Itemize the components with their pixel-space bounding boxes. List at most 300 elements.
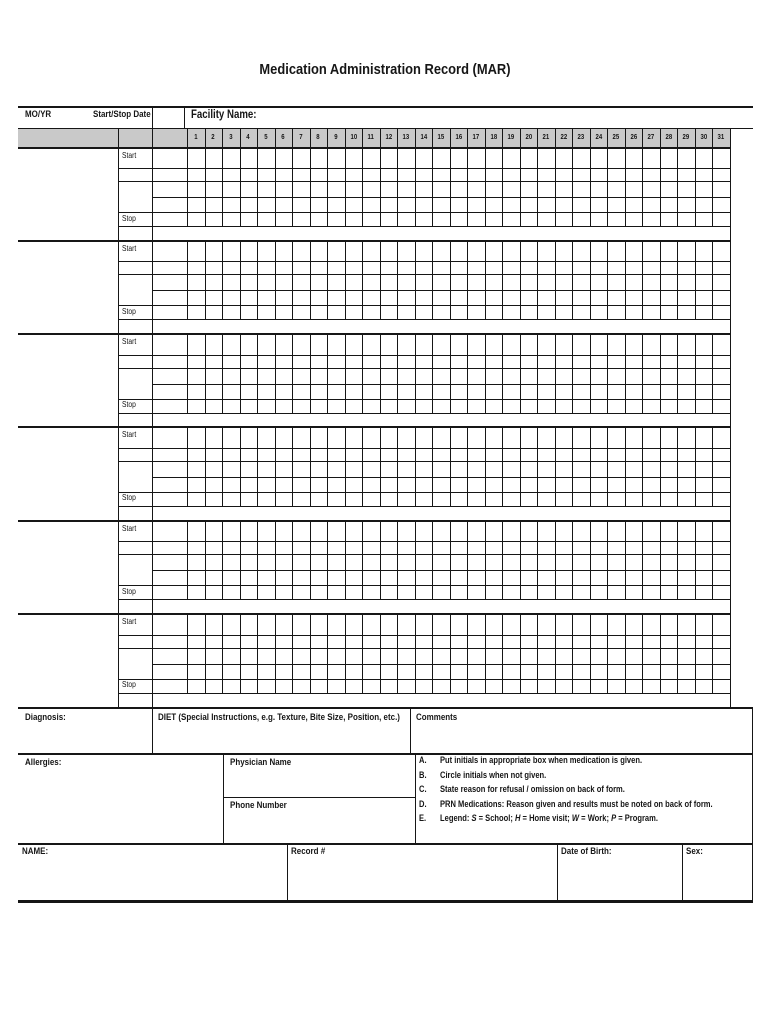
day-cell[interactable] [468, 335, 484, 354]
day-cell[interactable] [293, 665, 309, 678]
day-cell[interactable] [311, 400, 327, 412]
day-cell[interactable] [398, 636, 414, 647]
day-cell[interactable] [276, 385, 292, 398]
day-cell[interactable] [328, 665, 344, 678]
day-cell[interactable] [451, 385, 467, 398]
day-cell[interactable] [713, 306, 729, 318]
day-cell[interactable] [276, 665, 292, 678]
day-cell[interactable] [346, 649, 362, 663]
day-cell[interactable] [433, 262, 449, 273]
hour-cell[interactable] [153, 149, 186, 168]
day-cell[interactable] [468, 262, 484, 273]
hour-cell[interactable] [153, 369, 186, 383]
day-cell[interactable] [556, 169, 572, 180]
day-cell[interactable] [311, 306, 327, 318]
day-cell[interactable] [188, 555, 204, 569]
day-cell[interactable] [363, 449, 379, 460]
day-cell[interactable] [381, 306, 397, 318]
day-cell[interactable] [573, 542, 589, 553]
day-cell[interactable] [468, 478, 484, 491]
day-cell[interactable] [416, 291, 432, 304]
day-cell[interactable] [416, 555, 432, 569]
day-cell[interactable] [556, 428, 572, 447]
day-cell[interactable] [433, 369, 449, 383]
day-cell[interactable] [346, 262, 362, 273]
day-cell[interactable] [643, 213, 659, 225]
hour-cell[interactable] [153, 291, 186, 304]
day-cell[interactable] [276, 571, 292, 584]
day-cell[interactable] [451, 636, 467, 647]
day-cell[interactable] [328, 428, 344, 447]
day-cell[interactable] [223, 242, 239, 261]
day-cell[interactable] [328, 356, 344, 367]
day-cell[interactable] [696, 291, 712, 304]
day-cell[interactable] [678, 198, 694, 211]
day-cell[interactable] [556, 478, 572, 491]
day-cell[interactable] [643, 449, 659, 460]
day-cell[interactable] [223, 586, 239, 598]
day-cell[interactable] [416, 586, 432, 598]
day-cell[interactable] [538, 182, 554, 196]
day-cell[interactable] [573, 242, 589, 261]
day-cell[interactable] [188, 462, 204, 476]
day-cell[interactable] [556, 636, 572, 647]
day-cell[interactable] [363, 275, 379, 289]
day-cell[interactable] [573, 478, 589, 491]
day-cell[interactable] [521, 522, 537, 541]
day-cell[interactable] [521, 649, 537, 663]
day-cell[interactable] [363, 636, 379, 647]
day-cell[interactable] [241, 262, 257, 273]
day-cell[interactable] [241, 213, 257, 225]
day-cell[interactable] [661, 542, 677, 553]
day-cell[interactable] [678, 335, 694, 354]
day-cell[interactable] [521, 586, 537, 598]
day-cell[interactable] [643, 291, 659, 304]
day-cell[interactable] [293, 522, 309, 541]
day-cell[interactable] [643, 369, 659, 383]
day-cell[interactable] [678, 275, 694, 289]
day-cell[interactable] [643, 182, 659, 196]
day-cell[interactable] [696, 649, 712, 663]
day-cell[interactable] [556, 242, 572, 261]
day-cell[interactable] [626, 649, 642, 663]
day-cell[interactable] [538, 242, 554, 261]
day-cell[interactable] [293, 400, 309, 412]
day-cell[interactable] [556, 571, 572, 584]
day-cell[interactable] [608, 636, 624, 647]
day-cell[interactable] [276, 400, 292, 412]
day-cell[interactable] [363, 213, 379, 225]
day-cell[interactable] [538, 649, 554, 663]
day-cell[interactable] [643, 400, 659, 412]
day-cell[interactable] [363, 522, 379, 541]
day-cell[interactable] [713, 149, 729, 168]
day-cell[interactable] [311, 169, 327, 180]
day-cell[interactable] [661, 385, 677, 398]
day-cell[interactable] [258, 680, 274, 692]
day-cell[interactable] [258, 649, 274, 663]
day-cell[interactable] [258, 555, 274, 569]
day-cell[interactable] [363, 680, 379, 692]
day-cell[interactable] [503, 335, 519, 354]
day-cell[interactable] [276, 462, 292, 476]
day-cell[interactable] [538, 291, 554, 304]
day-cell[interactable] [696, 478, 712, 491]
hour-cell[interactable] [153, 400, 186, 412]
day-cell[interactable] [608, 262, 624, 273]
day-cell[interactable] [713, 356, 729, 367]
day-cell[interactable] [486, 335, 502, 354]
day-cell[interactable] [258, 335, 274, 354]
day-cell[interactable] [433, 615, 449, 634]
day-cell[interactable] [276, 306, 292, 318]
day-cell[interactable] [381, 493, 397, 505]
time-cell[interactable] [119, 636, 151, 647]
day-cell[interactable] [468, 149, 484, 168]
day-cell[interactable] [346, 400, 362, 412]
day-cell[interactable] [206, 649, 222, 663]
day-cell[interactable] [328, 369, 344, 383]
day-cell[interactable] [381, 665, 397, 678]
day-cell[interactable] [293, 493, 309, 505]
day-cell[interactable] [258, 385, 274, 398]
day-cell[interactable] [591, 571, 607, 584]
day-cell[interactable] [241, 680, 257, 692]
day-cell[interactable] [573, 213, 589, 225]
time-cell[interactable] [119, 275, 151, 304]
day-cell[interactable] [258, 169, 274, 180]
day-cell[interactable] [713, 555, 729, 569]
day-cell[interactable] [608, 242, 624, 261]
day-cell[interactable] [398, 306, 414, 318]
hour-cell[interactable] [153, 665, 186, 678]
day-cell[interactable] [591, 555, 607, 569]
day-cell[interactable] [433, 522, 449, 541]
day-cell[interactable] [713, 478, 729, 491]
day-cell[interactable] [556, 291, 572, 304]
day-cell[interactable] [206, 369, 222, 383]
hour-cell[interactable] [153, 182, 186, 196]
day-cell[interactable] [661, 213, 677, 225]
day-cell[interactable] [608, 493, 624, 505]
day-cell[interactable] [696, 356, 712, 367]
day-cell[interactable] [188, 493, 204, 505]
day-cell[interactable] [328, 169, 344, 180]
day-cell[interactable] [241, 462, 257, 476]
day-cell[interactable] [538, 369, 554, 383]
day-cell[interactable] [521, 555, 537, 569]
day-cell[interactable] [661, 291, 677, 304]
hour-cell[interactable] [153, 262, 186, 273]
day-cell[interactable] [328, 400, 344, 412]
day-cell[interactable] [503, 182, 519, 196]
time-cell[interactable] [119, 649, 151, 678]
day-cell[interactable] [293, 169, 309, 180]
day-cell[interactable] [573, 493, 589, 505]
day-cell[interactable] [486, 555, 502, 569]
day-cell[interactable] [626, 555, 642, 569]
day-cell[interactable] [381, 449, 397, 460]
hour-cell[interactable] [153, 586, 186, 598]
day-cell[interactable] [591, 400, 607, 412]
day-cell[interactable] [521, 542, 537, 553]
day-cell[interactable] [591, 615, 607, 634]
day-cell[interactable] [643, 615, 659, 634]
day-cell[interactable] [241, 198, 257, 211]
day-cell[interactable] [678, 493, 694, 505]
day-cell[interactable] [276, 198, 292, 211]
day-cell[interactable] [573, 400, 589, 412]
day-cell[interactable] [381, 291, 397, 304]
day-cell[interactable] [346, 275, 362, 289]
day-cell[interactable] [521, 291, 537, 304]
day-cell[interactable] [206, 400, 222, 412]
day-cell[interactable] [608, 356, 624, 367]
day-cell[interactable] [328, 636, 344, 647]
day-cell[interactable] [311, 571, 327, 584]
day-cell[interactable] [346, 369, 362, 383]
day-cell[interactable] [626, 636, 642, 647]
day-cell[interactable] [258, 306, 274, 318]
day-cell[interactable] [486, 275, 502, 289]
day-cell[interactable] [258, 462, 274, 476]
day-cell[interactable] [311, 478, 327, 491]
day-cell[interactable] [363, 335, 379, 354]
day-cell[interactable] [678, 555, 694, 569]
day-cell[interactable] [486, 571, 502, 584]
day-cell[interactable] [223, 213, 239, 225]
day-cell[interactable] [241, 149, 257, 168]
day-cell[interactable] [206, 522, 222, 541]
day-cell[interactable] [696, 275, 712, 289]
day-cell[interactable] [696, 400, 712, 412]
day-cell[interactable] [293, 680, 309, 692]
day-cell[interactable] [608, 680, 624, 692]
day-cell[interactable] [416, 636, 432, 647]
day-cell[interactable] [381, 149, 397, 168]
day-cell[interactable] [538, 493, 554, 505]
day-cell[interactable] [556, 522, 572, 541]
day-cell[interactable] [293, 636, 309, 647]
hour-cell[interactable] [153, 680, 186, 692]
day-cell[interactable] [573, 385, 589, 398]
day-cell[interactable] [188, 542, 204, 553]
day-cell[interactable] [276, 149, 292, 168]
day-cell[interactable] [346, 291, 362, 304]
day-cell[interactable] [713, 449, 729, 460]
day-cell[interactable] [258, 615, 274, 634]
day-cell[interactable] [416, 449, 432, 460]
day-cell[interactable] [696, 335, 712, 354]
day-cell[interactable] [643, 356, 659, 367]
day-cell[interactable] [626, 356, 642, 367]
day-cell[interactable] [643, 680, 659, 692]
day-cell[interactable] [591, 262, 607, 273]
day-cell[interactable] [398, 449, 414, 460]
day-cell[interactable] [311, 149, 327, 168]
day-cell[interactable] [206, 306, 222, 318]
day-cell[interactable] [416, 149, 432, 168]
time-cell[interactable] [119, 462, 151, 491]
day-cell[interactable] [433, 335, 449, 354]
day-cell[interactable] [328, 242, 344, 261]
day-cell[interactable] [346, 428, 362, 447]
day-cell[interactable] [678, 356, 694, 367]
day-cell[interactable] [643, 571, 659, 584]
day-cell[interactable] [661, 586, 677, 598]
day-cell[interactable] [241, 665, 257, 678]
day-cell[interactable] [626, 462, 642, 476]
day-cell[interactable] [538, 198, 554, 211]
day-cell[interactable] [591, 149, 607, 168]
day-cell[interactable] [643, 385, 659, 398]
medication-name-cell[interactable] [19, 149, 117, 240]
day-cell[interactable] [346, 182, 362, 196]
day-cell[interactable] [293, 555, 309, 569]
day-cell[interactable] [451, 449, 467, 460]
day-cell[interactable] [433, 586, 449, 598]
day-cell[interactable] [328, 555, 344, 569]
name-field[interactable] [19, 845, 286, 899]
day-cell[interactable] [573, 615, 589, 634]
day-cell[interactable] [241, 291, 257, 304]
day-cell[interactable] [573, 462, 589, 476]
day-cell[interactable] [521, 306, 537, 318]
time-cell[interactable] [119, 182, 151, 211]
day-cell[interactable] [451, 615, 467, 634]
day-cell[interactable] [678, 586, 694, 598]
day-cell[interactable] [468, 213, 484, 225]
day-cell[interactable] [293, 615, 309, 634]
day-cell[interactable] [608, 169, 624, 180]
day-cell[interactable] [661, 555, 677, 569]
day-cell[interactable] [381, 242, 397, 261]
day-cell[interactable] [608, 571, 624, 584]
note-cell[interactable] [153, 414, 729, 426]
day-cell[interactable] [328, 291, 344, 304]
day-cell[interactable] [416, 262, 432, 273]
day-cell[interactable] [678, 522, 694, 541]
day-cell[interactable] [678, 213, 694, 225]
day-cell[interactable] [433, 213, 449, 225]
day-cell[interactable] [538, 636, 554, 647]
day-cell[interactable] [468, 428, 484, 447]
day-cell[interactable] [678, 428, 694, 447]
day-cell[interactable] [678, 462, 694, 476]
day-cell[interactable] [398, 242, 414, 261]
day-cell[interactable] [591, 356, 607, 367]
time-cell[interactable] [119, 449, 151, 460]
day-cell[interactable] [206, 182, 222, 196]
day-cell[interactable] [503, 636, 519, 647]
day-cell[interactable] [503, 542, 519, 553]
time-cell[interactable] [119, 369, 151, 398]
day-cell[interactable] [433, 198, 449, 211]
day-cell[interactable] [626, 335, 642, 354]
day-cell[interactable] [223, 335, 239, 354]
day-cell[interactable] [503, 680, 519, 692]
day-cell[interactable] [696, 385, 712, 398]
day-cell[interactable] [276, 169, 292, 180]
day-cell[interactable] [276, 275, 292, 289]
day-cell[interactable] [346, 493, 362, 505]
day-cell[interactable] [223, 462, 239, 476]
day-cell[interactable] [573, 262, 589, 273]
day-cell[interactable] [206, 149, 222, 168]
day-cell[interactable] [503, 428, 519, 447]
day-cell[interactable] [626, 369, 642, 383]
day-cell[interactable] [311, 385, 327, 398]
day-cell[interactable] [678, 665, 694, 678]
day-cell[interactable] [521, 636, 537, 647]
day-cell[interactable] [643, 335, 659, 354]
day-cell[interactable] [188, 449, 204, 460]
day-cell[interactable] [258, 356, 274, 367]
day-cell[interactable] [556, 542, 572, 553]
day-cell[interactable] [573, 636, 589, 647]
day-cell[interactable] [363, 306, 379, 318]
day-cell[interactable] [363, 400, 379, 412]
day-cell[interactable] [486, 649, 502, 663]
day-cell[interactable] [398, 335, 414, 354]
day-cell[interactable] [206, 571, 222, 584]
day-cell[interactable] [591, 449, 607, 460]
day-cell[interactable] [206, 262, 222, 273]
day-cell[interactable] [451, 555, 467, 569]
day-cell[interactable] [591, 369, 607, 383]
day-cell[interactable] [591, 385, 607, 398]
day-cell[interactable] [451, 169, 467, 180]
day-cell[interactable] [661, 369, 677, 383]
day-cell[interactable] [258, 275, 274, 289]
day-cell[interactable] [468, 649, 484, 663]
day-cell[interactable] [643, 275, 659, 289]
day-cell[interactable] [486, 636, 502, 647]
day-cell[interactable] [451, 369, 467, 383]
day-cell[interactable] [696, 262, 712, 273]
day-cell[interactable] [713, 400, 729, 412]
hour-cell[interactable] [153, 356, 186, 367]
day-cell[interactable] [311, 636, 327, 647]
day-cell[interactable] [363, 182, 379, 196]
day-cell[interactable] [223, 369, 239, 383]
day-cell[interactable] [468, 275, 484, 289]
day-cell[interactable] [223, 522, 239, 541]
day-cell[interactable] [346, 555, 362, 569]
day-cell[interactable] [433, 462, 449, 476]
day-cell[interactable] [713, 586, 729, 598]
day-cell[interactable] [381, 636, 397, 647]
day-cell[interactable] [416, 356, 432, 367]
day-cell[interactable] [276, 213, 292, 225]
day-cell[interactable] [556, 462, 572, 476]
day-cell[interactable] [696, 369, 712, 383]
day-cell[interactable] [223, 306, 239, 318]
day-cell[interactable] [521, 615, 537, 634]
day-cell[interactable] [276, 262, 292, 273]
day-cell[interactable] [328, 149, 344, 168]
day-cell[interactable] [188, 149, 204, 168]
day-cell[interactable] [451, 665, 467, 678]
day-cell[interactable] [486, 522, 502, 541]
day-cell[interactable] [591, 428, 607, 447]
day-cell[interactable] [206, 636, 222, 647]
day-cell[interactable] [503, 586, 519, 598]
day-cell[interactable] [573, 586, 589, 598]
day-cell[interactable] [626, 586, 642, 598]
day-cell[interactable] [451, 680, 467, 692]
